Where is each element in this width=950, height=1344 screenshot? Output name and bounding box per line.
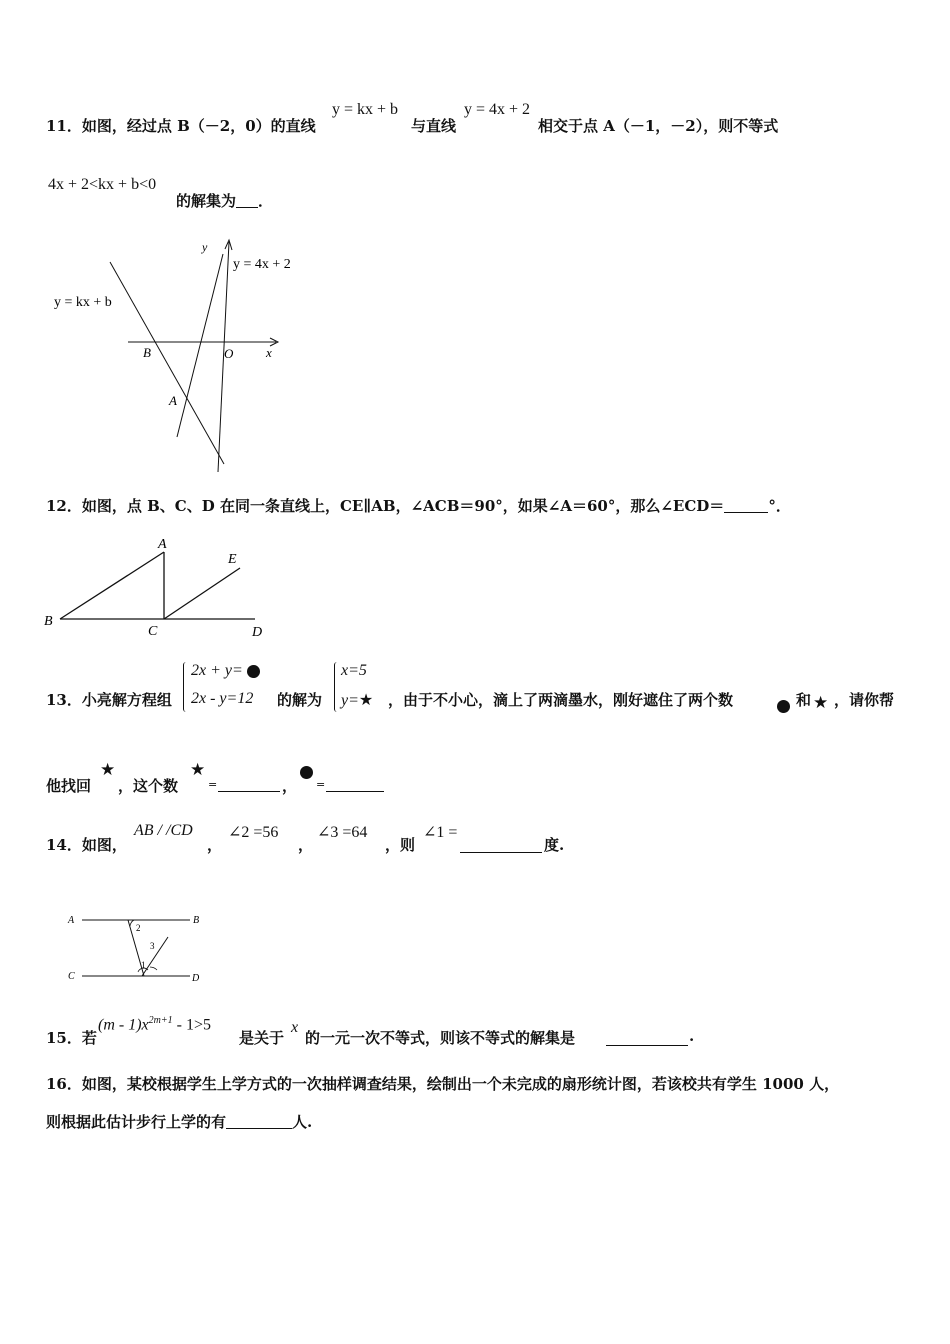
q15-expression bbox=[98, 1015, 211, 1034]
q12-number: 12． bbox=[46, 497, 82, 515]
q11-text-2: 与直线 bbox=[411, 117, 457, 135]
label-C: C bbox=[68, 971, 75, 982]
label-angle-1: 1 bbox=[141, 960, 146, 970]
ink-dot-icon bbox=[777, 700, 790, 713]
label-B: B bbox=[193, 915, 200, 926]
label-B: B bbox=[44, 614, 53, 629]
q15-expr-exponent: 2m+1 bbox=[148, 1015, 173, 1026]
q11-text-3: 相交于点 A（－1，－2），则不等式 bbox=[538, 117, 779, 135]
label-x: x bbox=[266, 345, 272, 360]
q12-line bbox=[46, 495, 791, 516]
label-D: D bbox=[192, 973, 200, 984]
q12-text: 如图，点 B、C、D 在同一条直线上，CE∥AB，∠ACB＝90°，如果∠A＝60°，那么∠ECD＝ bbox=[81, 497, 725, 515]
label-A: A bbox=[169, 393, 177, 408]
q13-text-5: ，请你帮 bbox=[834, 691, 895, 709]
q11-answer-line bbox=[176, 190, 273, 211]
q13-sol-eq2-text: y= bbox=[341, 692, 359, 709]
q12-answer-blank[interactable] bbox=[724, 511, 768, 513]
q11-period: ． bbox=[258, 192, 274, 210]
q16-unit: 人. bbox=[292, 1113, 313, 1131]
label-D: D bbox=[252, 625, 263, 640]
q15-expr-rest: - 1>5 bbox=[172, 1016, 211, 1034]
q11-equation-2: y = 4x + 2 bbox=[464, 101, 531, 118]
q11-line1 bbox=[46, 115, 316, 136]
label-A: A bbox=[158, 537, 167, 552]
q15-variable: x bbox=[291, 1019, 299, 1036]
q13-line2-b: ，这个数 bbox=[118, 777, 179, 795]
ink-dot-icon bbox=[300, 766, 313, 779]
line-4x-2 bbox=[177, 254, 223, 437]
q13-solution-eq2 bbox=[341, 690, 373, 710]
q14-text: ，则 bbox=[385, 836, 416, 854]
q11-graph bbox=[40, 234, 300, 479]
angle-3-arc bbox=[150, 967, 157, 970]
label-y: y bbox=[202, 240, 208, 254]
q14-expr-angle3: ∠3 =64 bbox=[317, 824, 368, 841]
q13-system-eq1 bbox=[191, 662, 260, 680]
q14-unit: 度. bbox=[544, 836, 565, 854]
q13-system-eq2: 2x - y=12 bbox=[191, 690, 254, 707]
q11-number: 11． bbox=[46, 117, 82, 135]
q16-answer-blank[interactable] bbox=[226, 1127, 292, 1129]
q11-equation-1: y = kx + b bbox=[332, 101, 399, 118]
q13-solution-eq1: x=5 bbox=[341, 662, 367, 679]
q14-sep-2: ， bbox=[298, 836, 314, 854]
q14-expr-angle2: ∠2 =56 bbox=[228, 824, 279, 841]
q13-line2-a: 他找回 bbox=[46, 777, 92, 795]
transversal-2 bbox=[142, 937, 168, 976]
q13-text-2: 的解为 bbox=[277, 691, 323, 709]
q16-text: 则根据此估计步行上学的有 bbox=[46, 1113, 227, 1131]
label-angle-3: 3 bbox=[150, 941, 155, 951]
q13-eq1-text: 2x + y= bbox=[191, 662, 243, 679]
q15-expr-base: (m - 1)x bbox=[98, 1016, 149, 1034]
line-kx-b bbox=[110, 262, 224, 464]
star-icon: ★ bbox=[100, 760, 116, 780]
segment-AB bbox=[60, 552, 164, 619]
q16-line2 bbox=[46, 1111, 312, 1132]
q13-comma: ， bbox=[282, 777, 298, 795]
label-eq2: y = 4x + 2 bbox=[233, 257, 291, 272]
q13-dot-blank[interactable] bbox=[326, 790, 384, 792]
q14-expr-angle1: ∠1 = bbox=[423, 824, 458, 841]
q13-system-brace bbox=[183, 662, 188, 712]
label-E: E bbox=[228, 552, 237, 567]
q15-end: . bbox=[689, 1027, 695, 1045]
q14-expr-parallel: AB / /CD bbox=[134, 822, 193, 839]
q13-eq-sign-2: = bbox=[316, 778, 326, 791]
q11-text-4: 的解集为 bbox=[176, 192, 237, 210]
ink-dot-icon bbox=[247, 665, 260, 678]
q13-intro bbox=[46, 689, 172, 710]
q15-text-2: 的一元一次不等式，则该不等式的解集是 bbox=[305, 1029, 576, 1047]
q13-solution-brace bbox=[334, 662, 339, 712]
q14-answer-blank[interactable] bbox=[460, 851, 542, 853]
q16-line1: 16．如图，某校根据学生上学方式的一次抽样调查结果，绘制出一个未完成的扇形统计图，若该校共有学生 1000 人， bbox=[46, 1075, 840, 1093]
q12-figure bbox=[40, 533, 280, 643]
q12-degree: °． bbox=[768, 497, 791, 515]
q14-sep-1: ， bbox=[207, 836, 223, 854]
star-icon: ★ bbox=[358, 690, 374, 709]
q13-text-4: 和 bbox=[796, 691, 812, 709]
label-A: A bbox=[68, 915, 75, 926]
q15-text-1: 是关于 bbox=[239, 1029, 285, 1047]
q13-text-3: ，由于不小心，滴上了两滴墨水，刚好遮住了两个数 bbox=[388, 691, 734, 709]
q14-number: 14．如图， bbox=[46, 836, 127, 854]
q13-star-blank[interactable] bbox=[218, 790, 280, 792]
q13-text-1: 小亮解方程组 bbox=[81, 691, 172, 709]
q15-number: 15．若 bbox=[46, 1029, 97, 1047]
label-angle-2: 2 bbox=[136, 923, 141, 933]
q15-answer-blank[interactable] bbox=[606, 1044, 688, 1046]
label-C: C bbox=[148, 624, 158, 639]
q13-number: 13． bbox=[46, 691, 82, 709]
star-icon: ★ bbox=[813, 693, 829, 713]
q11-answer-blank[interactable] bbox=[236, 206, 258, 208]
label-B: B bbox=[143, 345, 151, 360]
angle-2-arc bbox=[130, 920, 134, 926]
q11-text: 如图，经过点 B（－2，0）的直线 bbox=[81, 117, 316, 135]
q14-figure bbox=[60, 904, 210, 986]
ray-CE bbox=[164, 568, 240, 619]
label-eq1: y = kx + b bbox=[54, 295, 112, 310]
q13-eq-sign-1: = bbox=[208, 778, 218, 791]
q11-inequality: 4x + 2<kx + b<0 bbox=[48, 176, 157, 193]
star-icon: ★ bbox=[190, 760, 206, 780]
label-O: O bbox=[224, 346, 234, 361]
